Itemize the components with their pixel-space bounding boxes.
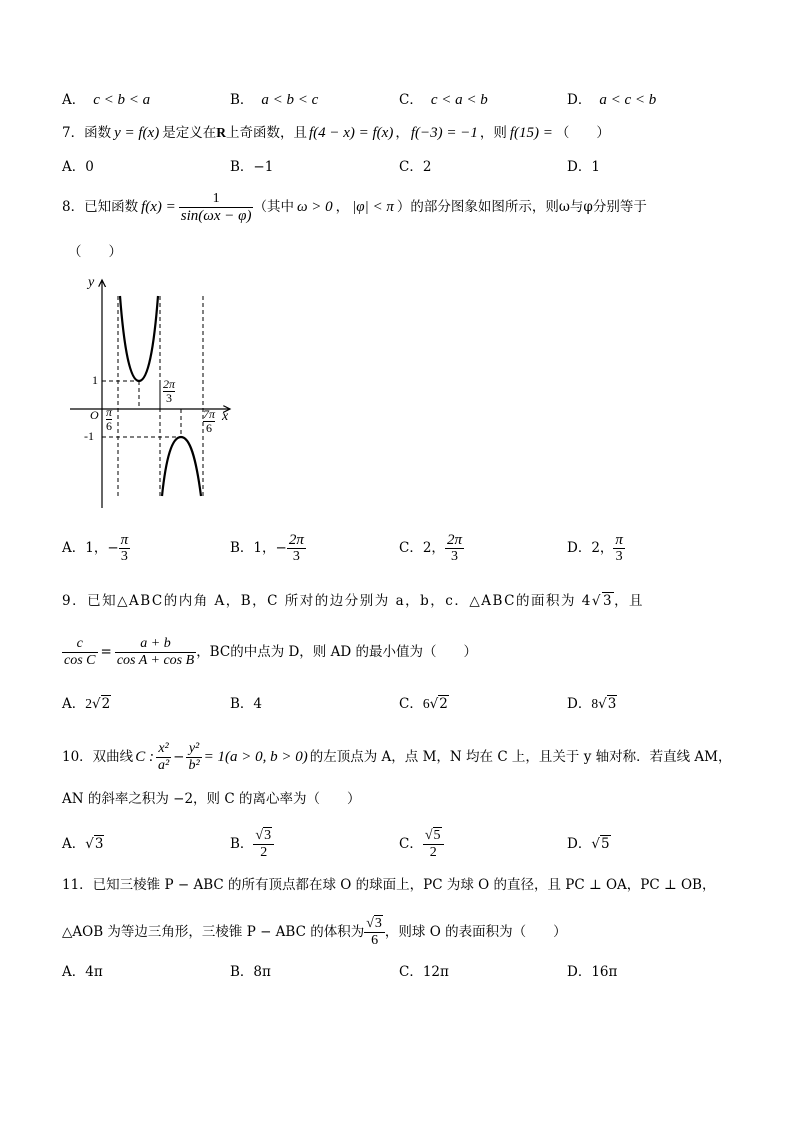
- q10-option-c: C． $\frac{√5}{2}$: [399, 826, 444, 862]
- q8-fraction: $\frac{1}{\sin(\omega x - \varphi)}$: [180, 191, 252, 224]
- q6-option-a: A． c < b < a: [62, 92, 151, 108]
- y-tick-neg1: -1: [84, 429, 94, 443]
- q8-option-c: C．2， $\frac{2\pi}{3}$: [399, 532, 462, 564]
- q8-function-graph: [60, 268, 240, 513]
- q7-option-c: C．2: [399, 159, 432, 175]
- q6-option-c: C． c < a < b: [399, 92, 488, 108]
- curve-lower-branch: [162, 437, 201, 496]
- q9-stem-line2: $\frac{c}{\text{cos C}}$ = $\frac{a + b}{\text{cos A + cos B}}$ ，BC的中点为 D，则 AD 的最小值为（ ）: [64, 636, 477, 668]
- q8-answer-blank: （ ）: [68, 244, 122, 260]
- q11-stem-line1: 11．已知三棱锥 P − ABC 的所有顶点都在球 O 的球面上，PC 为球 O 的直径，且 PC ⊥ OA，PC ⊥ OB，: [62, 877, 716, 893]
- x-tick-2pi-3: $\frac{2\pi}{3}$: [163, 377, 176, 405]
- curve-upper-branch: [120, 296, 158, 381]
- q11-option-c: C．12π: [399, 964, 449, 980]
- q9-option-b: B．4: [230, 696, 263, 712]
- x-tick-7pi-6: $\frac{7\pi}{6}$: [203, 407, 216, 435]
- q10-option-d: D．√5: [567, 836, 610, 852]
- q10-stem-line1: 10．双曲线 C : $\frac{\text{x²}}{\text{a²}}$ − $\frac{\text{y²}}{\text{b²}}$ = 1(a > 0, b > 0) 的左顶点为 A，点 M，N 均在 C 上，且关于 y 轴对称．若直线 AM，: [62, 741, 732, 773]
- y-axis-label: y: [88, 275, 95, 290]
- q9-option-a: A．2√2: [62, 696, 111, 712]
- q7-option-d: D．1: [567, 159, 600, 175]
- q7-stem: 7．函数 y = f(x) 是定义在R上奇函数，且 f(4 − x) = f(x) ， f(−3) = −1 ，则 f(15) = （ ）: [62, 125, 610, 141]
- q8-option-b: B．1，− $\frac{2\pi}{3}$: [230, 532, 304, 564]
- q9-option-d: D．8√3: [567, 696, 617, 712]
- q8-stem: 8．已知函数 f(x) = $\frac{1}{\sin(\omega x - \varphi)}$ （其中 ω > 0 ， |φ| < π ）的部分图象如图所示，则ω与φ分别等于: [62, 191, 647, 224]
- q8-option-d: D．2， $\frac{\pi}{3}$: [567, 532, 623, 564]
- q10-stem-line2: AN 的斜率之积为 −2，则 C 的离心率为（ ）: [62, 791, 361, 807]
- q11-option-d: D．16π: [567, 964, 618, 980]
- q6-option-b: B． a < b < c: [230, 92, 319, 108]
- q11-option-b: B．8π: [230, 964, 271, 980]
- q9-stem-line1: 9．已知△ABC的内角 A，B，C 所对的边分别为 a，b，c．△ABC的面积为 4√3，且: [62, 593, 645, 609]
- q6-option-d: D． a < c < b: [567, 92, 657, 108]
- q10-option-a: A．√3: [62, 836, 104, 852]
- q8-option-a: A．1，− $\frac{\pi}{3}$: [62, 532, 129, 564]
- q8-graph-svg: [60, 268, 240, 513]
- origin-label: O: [90, 408, 99, 422]
- y-tick-1: 1: [92, 373, 98, 387]
- q11-option-a: A．4π: [62, 964, 103, 980]
- x-tick-pi-6: $\frac{\pi}{6}$: [106, 405, 113, 433]
- x-axis-label: x: [222, 409, 229, 424]
- q9-option-c: C．6√2: [399, 696, 448, 712]
- q7-option-b: B．−1: [230, 159, 274, 175]
- q7-option-a: A．0: [62, 159, 94, 175]
- q11-stem-line2: △AOB 为等边三角形，三棱锥 P − ABC 的体积为 $\frac{√3}{6}$ ，则球 O 的表面积为（ ）: [62, 916, 567, 948]
- q10-option-b: B． $\frac{√3}{2}$: [230, 826, 274, 862]
